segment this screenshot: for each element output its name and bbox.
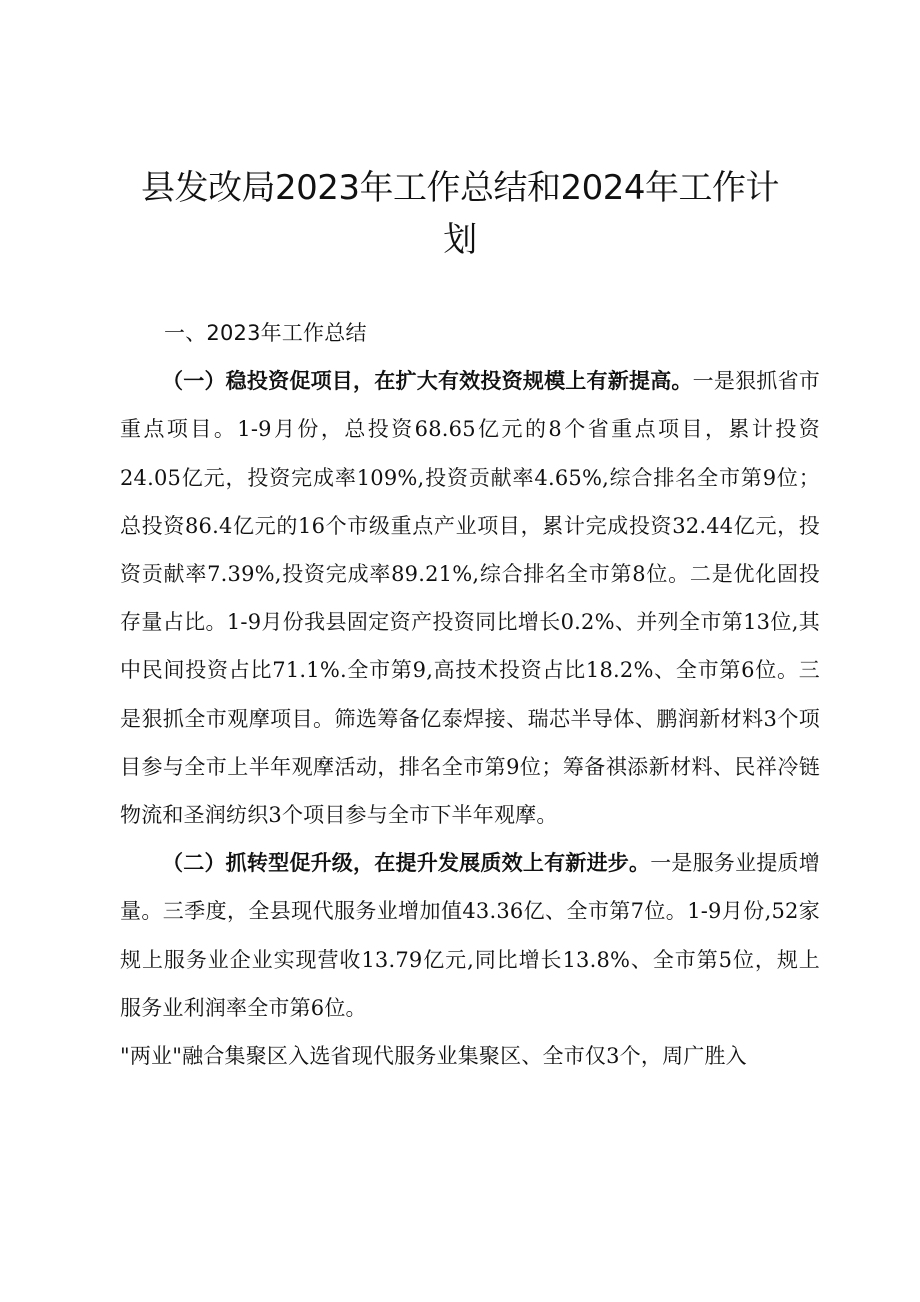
paragraph-investment xyxy=(120,357,820,839)
paragraph-lead: （一）稳投资促项目，在扩大有效投资规模上有新提高。 xyxy=(162,369,693,394)
paragraph-transformation xyxy=(120,839,820,1032)
section-heading: 一、2023年工作总结 xyxy=(164,321,367,345)
document-title: 县发改局2023年工作总结和2024年工作计划 xyxy=(140,168,780,260)
document-body xyxy=(120,309,820,1080)
paragraph-text: 一是服务业提质增量。三季度，全县现代服务业增加值43.36亿、全市第7位。1-9月份,52家规上服务业企业实现营收13.79亿元,同比增长13.8%、全市第5位，规上服务业利润率全市第6位。 xyxy=(120,851,820,1020)
paragraph-text: 一是狠抓省市重点项目。1-9月份，总投资68.65亿元的8个省重点项目，累计投资24.05亿元，投资完成率109%,投资贡献率4.65%,综合排名全市第9位；总投资86.4亿元的16个市级重点产业项目，累计完成投资32.44亿元，投资贡献率7.39%,投资完成率89.21%,综合排名全市第8位。二是优化固投存量占比。1-9月份我县固定资产投资同比增长0.2%、并列全市第13位,其中民间投资占比71.1%.全市第9,高技术投资占比18.2%、全市第6位。三是狠抓全市观摩项目。筛选筹备亿泰焊接、瑞芯半导体、鹏润新材料3个项目参与全市上半年观摩活动，排名全市第9位；筹备祺添新材料、民祥冷链物流和圣润纺织3个项目参与全市下半年观摩。 xyxy=(120,369,821,828)
paragraph-continuation: "两业"融合集聚区入选省现代服务业集聚区、全市仅3个，周广胜入 xyxy=(120,1044,747,1069)
paragraph-lead: （二）抓转型促升级，在提升发展质效上有新进步。 xyxy=(162,851,651,876)
